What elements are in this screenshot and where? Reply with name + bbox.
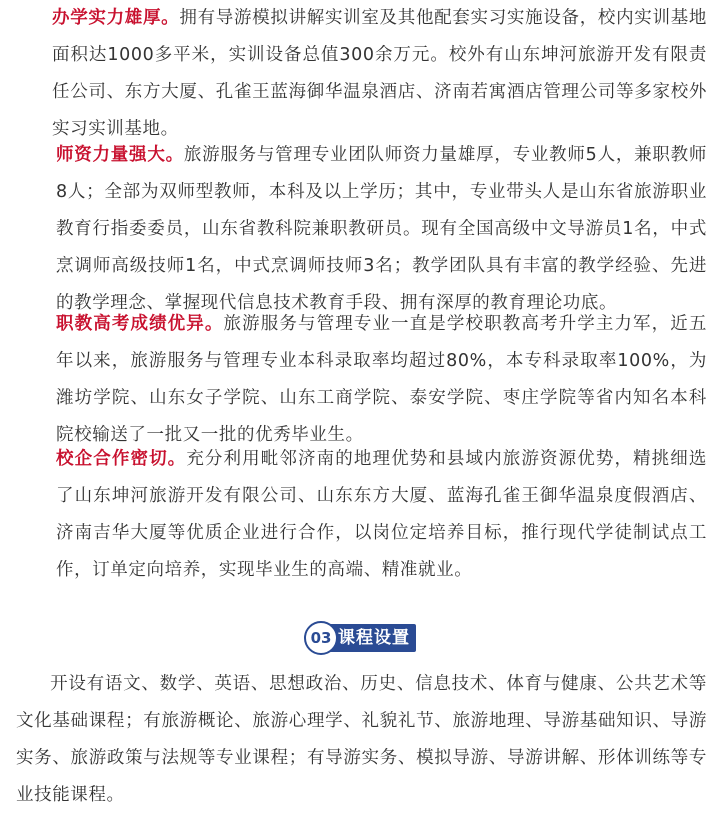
- section-exam-results: [56, 306, 707, 454]
- section-text: 旅游服务与管理专业一直是学校职教高考升学主力军，近五年以来，旅游服务与管理专业本科录取率均超过80%，本专科录取率100%，为潍坊学院、山东女子学院、山东工商学院、泰安学院、枣庄学院等省内知名本科院校输送了一批又一批的优秀毕业生。: [56, 314, 707, 445]
- section-teachers: [56, 137, 707, 322]
- section-heading-title: 课程设置: [324, 624, 416, 652]
- section-text: 拥有导游模拟讲解实训室及其他配套实习实施设备，校内实训基地面积达1000多平米，实训设备总值300余万元。校外有山东坤河旅游开发有限责任公司、东方大厦、孔雀王蓝海御华温泉酒店、济南若寓酒店管理公司等多家校外实习实训基地。: [52, 8, 708, 139]
- section-lead: 校企合作密切。: [56, 449, 187, 469]
- section-lead: 师资力量强大。: [56, 145, 184, 165]
- course-text: 开设有语文、数学、英语、思想政治、历史、信息技术、体育与健康、公共艺术等文化基础课程；有旅游概论、旅游心理学、礼貌礼节、旅游地理、导游基础知识、导游实务、旅游政策与法规等专业课程；有导游实务、模拟导游、导游讲解、形体训练等专业技能课程。: [16, 674, 707, 805]
- section-lead: 办学实力雄厚。: [52, 8, 180, 28]
- section-number: 03: [304, 621, 338, 655]
- section-text: 充分利用毗邻济南的地理优势和县域内旅游资源优势，精挑细选了山东坤河旅游开发有限公司、山东东方大厦、蓝海孔雀王御华温泉度假酒店、济南吉华大厦等优质企业进行合作，以岗位定培养目标，推行现代学徒制试点工作，订单定向培养，实现毕业生的高端、精准就业。: [56, 449, 707, 580]
- course-paragraph: [16, 666, 707, 814]
- section-text: 旅游服务与管理专业团队师资力量雄厚，专业教师5人，兼职教师8人；全部为双师型教师，本科及以上学历；其中，专业带头人是山东省旅游职业教育行指委委员，山东省教科院兼职教研员。现有全国高级中文导游员1名，中式烹调师高级技师1名，中式烹调师技师3名；教学团队具有丰富的教学经验、先进的教学理念、掌握现代信息技术教育手段、拥有深厚的教育理论功底。: [56, 145, 707, 313]
- section-school-strength: [52, 0, 707, 148]
- section-enterprise-cooperation: [56, 441, 707, 589]
- section-heading-badge: [304, 621, 416, 655]
- section-lead: 职教高考成绩优异。: [56, 314, 224, 334]
